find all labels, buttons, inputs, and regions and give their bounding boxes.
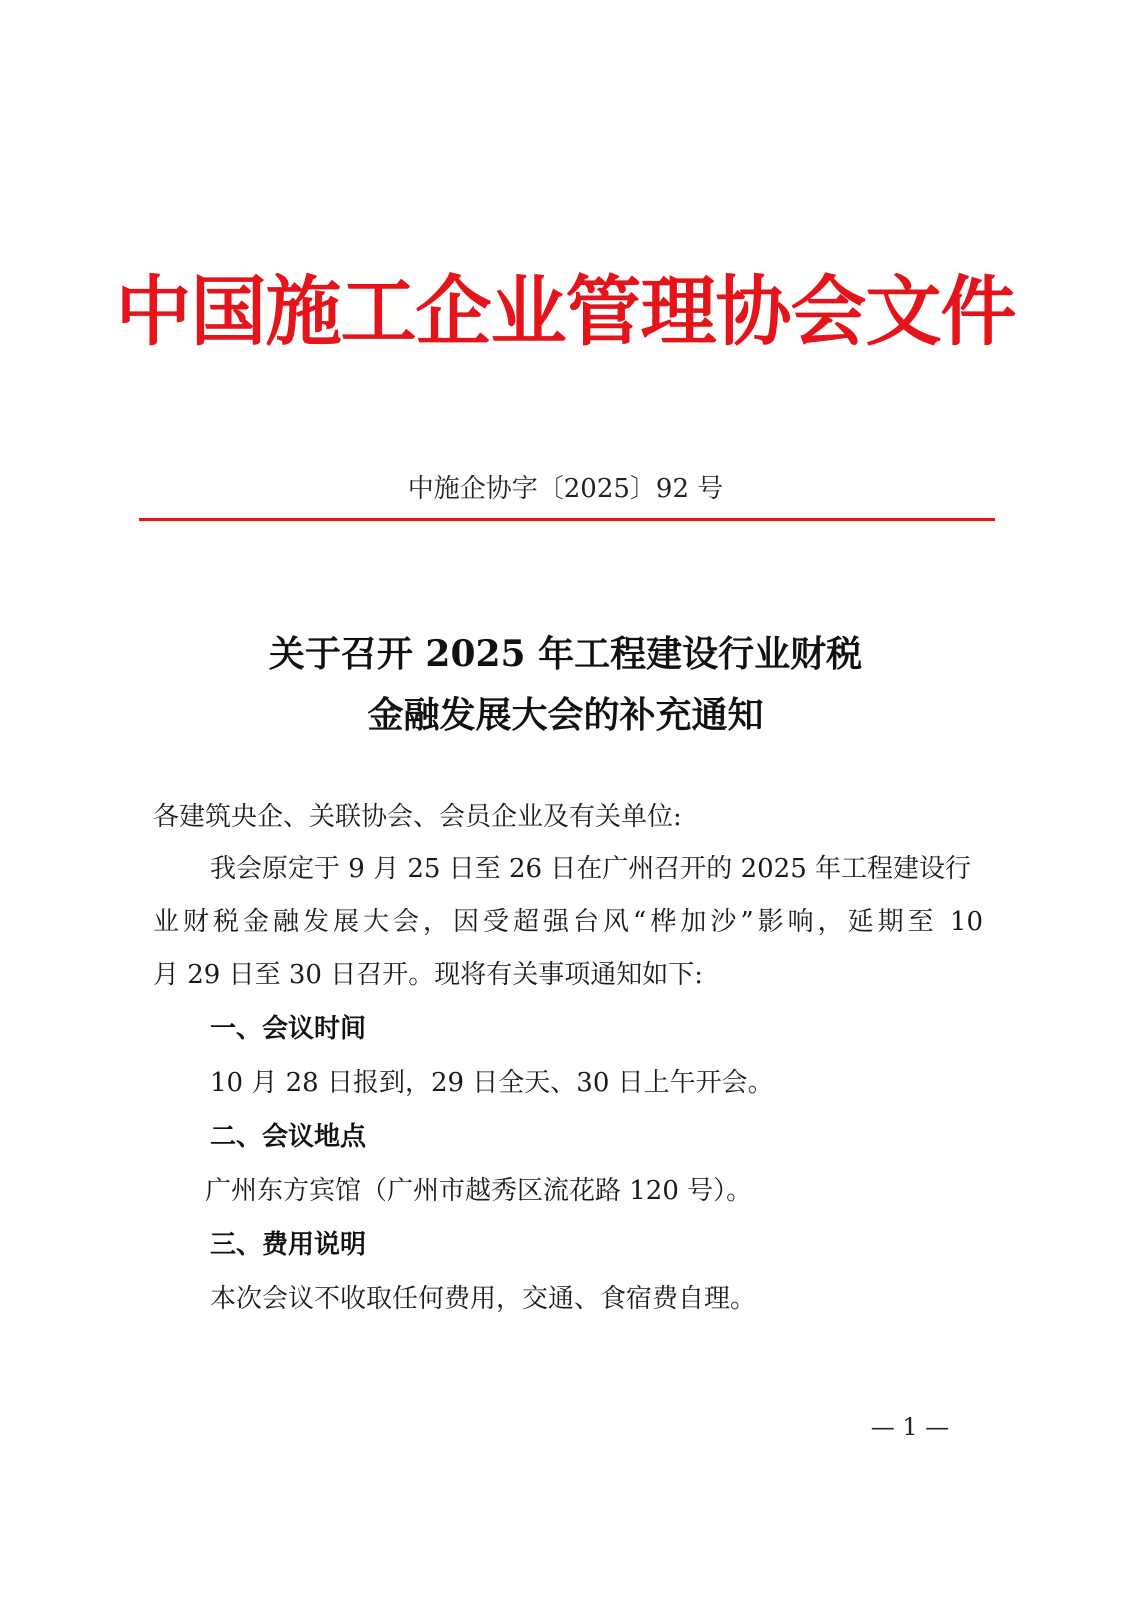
salutation: 各建筑央企、关联协会、会员企业及有关单位: bbox=[153, 802, 682, 832]
section-heading-time: 一、会议时间 bbox=[210, 1014, 367, 1044]
section-text-location: 广州东方宾馆（广州市越秀区流花路 120 号）。 bbox=[205, 1176, 753, 1206]
red-divider bbox=[139, 518, 995, 521]
section-text-fees: 本次会议不收取任何费用，交通、食宿费自理。 bbox=[210, 1284, 757, 1314]
notice-title-line-2: 金融发展大会的补充通知 bbox=[367, 694, 764, 736]
intro-paragraph-line-3: 月 29 日至 30 日召开。现将有关事项通知如下: bbox=[153, 960, 703, 990]
document-number: 中施企协字〔2025〕92 号 bbox=[407, 474, 724, 504]
intro-paragraph-line-1: 我会原定于 9 月 25 日至 26 日在广州召开的 2025 年工程建设行 bbox=[210, 854, 971, 884]
section-heading-location: 二、会议地点 bbox=[210, 1122, 367, 1152]
section-text-time: 10 月 28 日报到，29 日全天、30 日上午开会。 bbox=[210, 1068, 774, 1098]
page-number: — 1 — bbox=[870, 1413, 950, 1441]
masthead-title: 中国施工企业管理协会文件 bbox=[115, 267, 1016, 356]
section-heading-fees: 三、费用说明 bbox=[210, 1230, 367, 1260]
intro-paragraph-line-2: 业财税金融发展大会，因受超强台风“桦加沙”影响，延期至 10 bbox=[153, 907, 983, 937]
notice-title-line-1: 关于召开 2025 年工程建设行业财税 bbox=[268, 633, 863, 675]
